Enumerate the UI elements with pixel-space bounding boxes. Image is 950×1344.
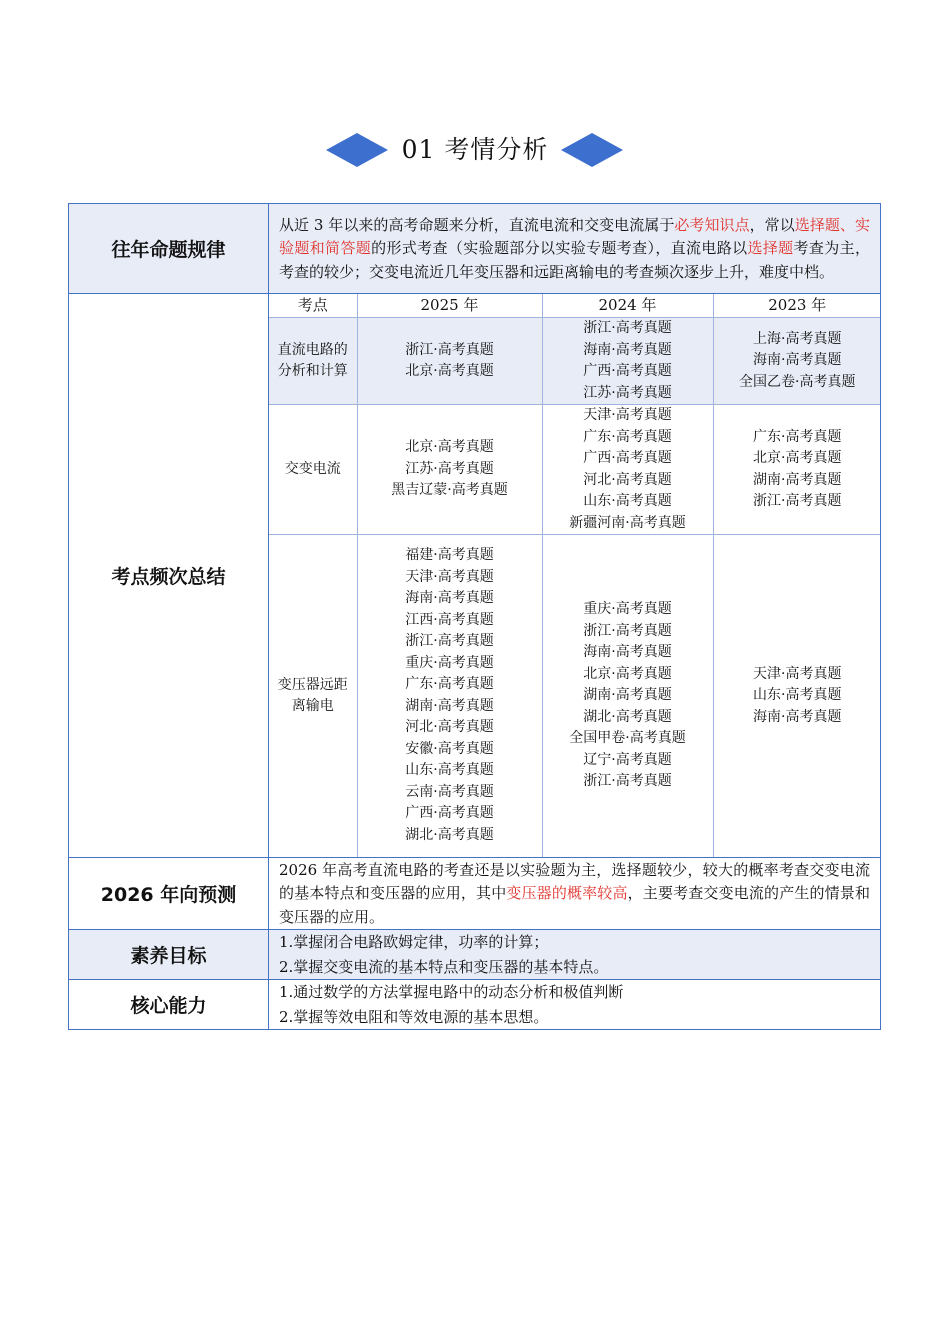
year-2025-list	[357, 535, 542, 857]
exam-item: 山东·高考真题	[405, 762, 494, 779]
exam-item: 福建·高考真题	[405, 547, 494, 564]
exam-item: 北京·高考真题	[583, 665, 672, 682]
row-literacy	[69, 930, 881, 980]
topic-name: 交变电流	[269, 405, 357, 535]
header-2025: 2025 年	[357, 294, 542, 318]
year-2023-list	[713, 405, 881, 535]
header-2024: 2024 年	[542, 294, 713, 318]
exam-item: 江苏·高考真题	[583, 384, 672, 401]
row-frequency	[69, 294, 881, 858]
ability-line: 2.掌握等效电阻和等效电源的基本思想。	[279, 1007, 549, 1026]
year-2023-list	[713, 318, 881, 405]
exam-item: 海南·高考真题	[405, 590, 494, 607]
exam-item: 河北·高考真题	[405, 719, 494, 736]
topic-row	[269, 318, 881, 405]
exam-item: 海南·高考真题	[583, 644, 672, 660]
exam-item: 海南·高考真题	[753, 708, 842, 725]
exam-item: 河北·高考真题	[583, 471, 672, 488]
forecast-text: 2026 年高考直流电路的考查还是以实验题为主，选择题较少，较大的概率考查交变电流的基本特点和变压器的应用，其中变压器的概率较高，主要考查交变电流的产生的情景和变压器的应用。	[279, 860, 870, 926]
exam-item: 安徽·高考真题	[405, 740, 494, 757]
topic-row	[269, 535, 881, 857]
frequency-table	[269, 294, 881, 857]
pattern-content	[269, 204, 881, 294]
exam-item: 浙江·高考真题	[405, 633, 494, 650]
exam-item: 天津·高考真题	[405, 568, 494, 585]
exam-item: 湖北·高考真题	[405, 826, 494, 843]
frequency-label: 考点频次总结	[69, 294, 269, 858]
exam-item: 浙江·高考真题	[583, 773, 672, 789]
exam-item: 湖南·高考真题	[405, 697, 494, 714]
exam-item: 北京·高考真题	[753, 450, 842, 466]
row-ability	[69, 980, 881, 1030]
exam-item: 北京·高考真题	[405, 363, 494, 379]
pattern-label: 往年命题规律	[69, 204, 269, 294]
exam-item: 浙江·高考真题	[583, 320, 672, 336]
exam-item: 上海·高考真题	[753, 330, 842, 347]
year-2025-list	[357, 405, 542, 535]
exam-item: 辽宁·高考真题	[583, 751, 672, 768]
frequency-header-row	[269, 294, 881, 318]
exam-item: 湖南·高考真题	[583, 687, 672, 703]
year-2024-list	[542, 405, 713, 535]
year-2024-list	[542, 535, 713, 857]
ability-line: 1.通过数学的方法掌握电路中的动态分析和极值判断	[279, 983, 624, 1001]
pattern-text: 从近 3 年以来的高考命题来分析，直流电流和交变电流属于必考知识点，常以选择题、实验题和简答题的形式考查（实验题部分以实验专题考查），直流电路以选择题考查为主，考查的较少；交变电流近几年变压器和远距离输电的考查频次逐步上升，难度中档。	[279, 215, 870, 281]
row-forecast	[69, 857, 881, 930]
exam-item: 海南·高考真题	[583, 341, 672, 358]
literacy-line: 1.掌握闭合电路欧姆定律，功率的计算；	[279, 933, 549, 951]
exam-item: 广东·高考真题	[583, 428, 672, 445]
exam-item: 广东·高考真题	[405, 676, 494, 693]
exam-item: 广西·高考真题	[583, 450, 672, 466]
forecast-label: 2026 年向预测	[69, 857, 269, 930]
exam-item: 浙江·高考真题	[405, 341, 494, 358]
exam-item: 湖南·高考真题	[753, 471, 842, 488]
diamond-right-icon	[561, 133, 623, 167]
exam-item: 江苏·高考真题	[405, 460, 494, 477]
section-header	[0, 128, 950, 172]
year-2025-list	[357, 318, 542, 405]
exam-item: 天津·高考真题	[583, 407, 672, 423]
exam-item: 山东·高考真题	[583, 493, 672, 509]
exam-item: 山东·高考真题	[753, 687, 842, 703]
analysis-table	[68, 203, 881, 1030]
row-pattern	[69, 204, 881, 294]
topic-name: 变压器远距离输电	[269, 535, 357, 857]
literacy-line: 2.掌握交变电流的基本特点和变压器的基本特点。	[279, 957, 609, 976]
exam-item: 浙江·高考真题	[753, 493, 842, 509]
exam-item: 海南·高考真题	[753, 352, 842, 369]
year-2024-list	[542, 318, 713, 405]
frequency-content	[269, 294, 881, 858]
literacy-label: 素养目标	[69, 930, 269, 980]
exam-item: 云南·高考真题	[405, 783, 494, 800]
ability-content	[269, 980, 881, 1030]
page-title: 01 考情分析	[401, 135, 549, 164]
exam-item: 广西·高考真题	[405, 805, 494, 822]
year-2023-list	[713, 535, 881, 857]
literacy-content	[269, 930, 881, 980]
exam-item: 黑吉辽蒙·高考真题	[391, 482, 508, 499]
exam-item: 新疆河南·高考真题	[569, 514, 686, 531]
exam-item: 重庆·高考真题	[583, 601, 672, 617]
header-topic: 考点	[297, 296, 328, 314]
exam-item: 广东·高考真题	[753, 428, 842, 445]
exam-item: 江西·高考真题	[405, 611, 494, 628]
exam-item: 广西·高考真题	[583, 363, 672, 379]
exam-item: 北京·高考真题	[405, 439, 494, 456]
forecast-content	[269, 857, 881, 930]
diamond-left-icon	[326, 133, 388, 167]
exam-item: 重庆·高考真题	[405, 654, 494, 671]
exam-item: 全国乙卷·高考真题	[739, 373, 856, 390]
exam-item: 浙江·高考真题	[583, 622, 672, 639]
topic-row	[269, 405, 881, 535]
exam-item: 湖北·高考真题	[583, 708, 672, 725]
topic-name: 直流电路的分析和计算	[269, 318, 357, 405]
exam-item: 全国甲卷·高考真题	[569, 730, 686, 746]
header-2023: 2023 年	[713, 294, 881, 318]
ability-label: 核心能力	[69, 980, 269, 1030]
exam-item: 天津·高考真题	[753, 665, 842, 682]
